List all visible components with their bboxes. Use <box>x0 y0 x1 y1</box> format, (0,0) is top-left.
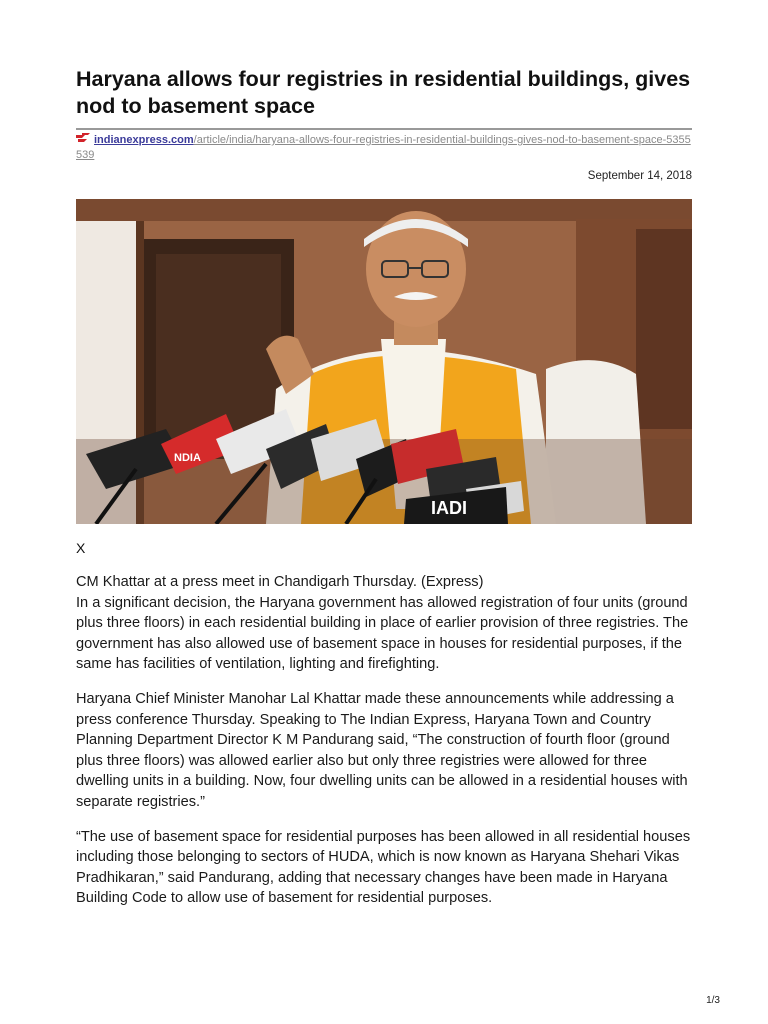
article-photo <box>76 199 692 524</box>
source-path-link[interactable]: /article/india/haryana-allows-four-registries-in-residential-buildings-gives-nod-to-basement-space-5355539 <box>76 134 691 161</box>
article-paragraph: “The use of basement space for residential purposes has been allowed in all residential houses including those belonging to sectors of HUDA, which is now known as Haryana Shehari Vikas Pradhikaran,” said Pandurang, adding that necessary changes have been made in Haryana Building Code to allow use of basement for residential purposes. <box>76 828 691 907</box>
header-divider <box>76 128 692 130</box>
article-paragraph: Haryana Chief Minister Manohar Lal Khattar made these announcements while addressing a press conference Thursday. Speaking to The Indian Express, Haryana Town and Country Planning Department Director K M Pandurang said, “The construction of fourth floor (ground plus three floors) was allowed earlier also but only three registries were allowed for three dwelling units in a building. Now, four dwelling units can be allowed in a residential houses with separate registries.” <box>76 690 688 810</box>
article-headline: Haryana allows four registries in residential buildings, gives nod to basement space <box>76 67 691 118</box>
article-intro <box>76 572 696 675</box>
article-paragraph: In a significant decision, the Haryana government has allowed registration of four units (ground plus three floors) in each residential building in place of earlier provision of three registries. The government has also allowed use of basement space in houses for residential purposes, if the same has facilities of ventilation, lighting and firefighting. <box>76 594 689 673</box>
mic-channel-label: NDIA <box>174 452 201 464</box>
press-meet-photo <box>76 199 692 524</box>
source-url-line[interactable] <box>76 133 692 163</box>
page-number: 1/3 <box>706 995 720 1006</box>
photo-close-marker[interactable]: X <box>76 540 86 556</box>
article-body <box>76 572 696 923</box>
source-domain-link[interactable]: indianexpress.com <box>94 134 194 146</box>
publish-date: September 14, 2018 <box>587 170 692 182</box>
indianexpress-logo-icon <box>76 133 90 144</box>
mic-brand-label: IADI <box>431 498 467 518</box>
photo-caption: CM Khattar at a press meet in Chandigarh Thursday. (Express) <box>76 574 484 590</box>
